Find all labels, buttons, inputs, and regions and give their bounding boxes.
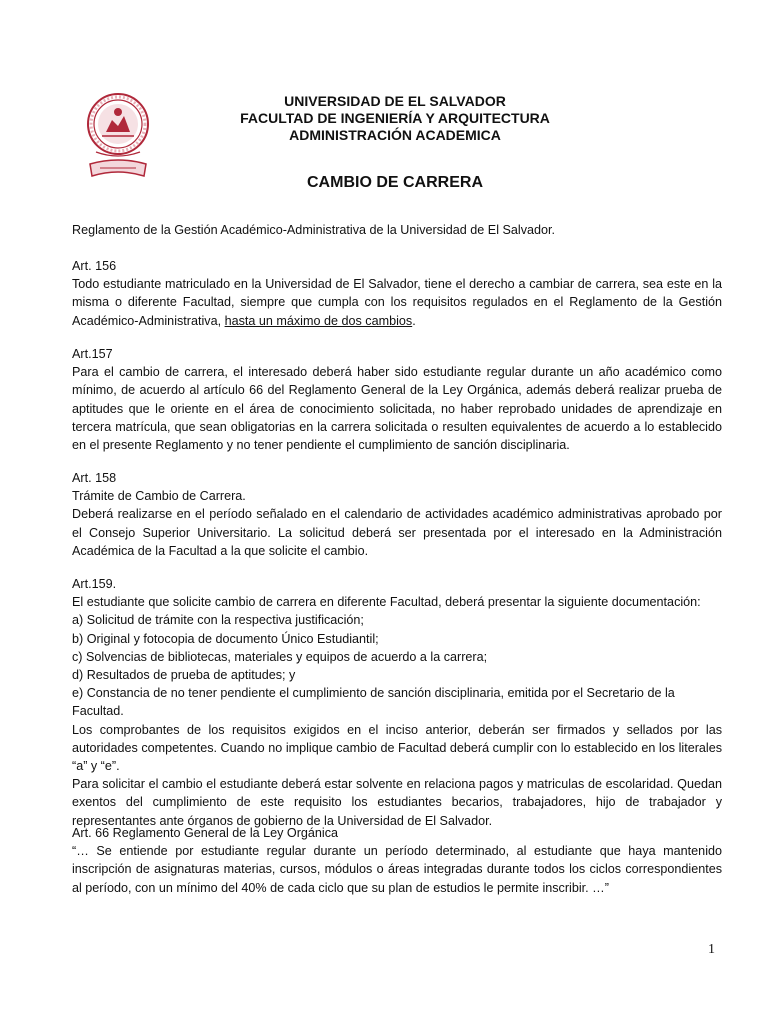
university-name: UNIVERSIDAD DE EL SALVADOR <box>284 93 506 109</box>
document-title: CAMBIO DE CARRERA <box>307 174 483 191</box>
art156-text: Todo estudiante matriculado en la Universidad de El Salvador, tiene el derecho a cambiar de carrera, sea este en la misma o diferente Facultad, siempre que cumpla con los requisitos regulados en el Reglamento de la Gestión Académico-Administrativa, <box>72 277 722 328</box>
art159-item-d: d) Resultados de prueba de aptitudes; y <box>72 668 296 683</box>
art158-heading: Art. 158 <box>72 471 117 485</box>
art159-heading: Art.159. <box>72 577 117 591</box>
intro-text: Reglamento de la Gestión Académico-Administrativa de la Universidad de El Salvador. <box>72 223 556 237</box>
art159-section <box>72 575 722 830</box>
art157-section <box>72 345 722 454</box>
art66-section <box>72 824 722 897</box>
art156-section <box>72 257 722 330</box>
art158-text: Deberá realizarse en el período señalado en el calendario de actividades académico administrativas aprobado por el Consejo Superior Universitario. La solicitud deberá ser presentada por el interesado en la Administración Académica de la Facultad a la que solicite el cambio. <box>72 507 722 558</box>
art156-heading: Art. 156 <box>72 259 117 273</box>
art159-item-e: e) Constancia de no tener pendiente el cumplimiento de sanción disciplinaria, emitida por el Secretario de la Facultad. <box>72 686 675 719</box>
art159-intro: El estudiante que solicite cambio de carrera en diferente Facultad, deberá presentar la siguiente documentación: <box>72 595 701 610</box>
intro-paragraph <box>72 221 722 239</box>
art157-text: Para el cambio de carrera, el interesado deberá haber sido estudiante regular durante un año académico como mínimo, de acuerdo al artículo 66 del Reglamento General de la Ley Orgánica, además deberá realizar prueba de aptitudes que le oriente en el área de conocimiento solicitada, no haber reprobado unidades de aprendizaje en tercera matrícula, que sean obligatorias en la carrera solicitada o resulten equivalentes de acuerdo a lo establecido en el presente Reglamento y no tener pendiente el cumplimiento de sanción disciplinaria. <box>72 365 722 453</box>
office-name: ADMINISTRACIÓN ACADEMICA <box>289 127 501 143</box>
art66-quote: “… Se entiende por estudiante regular durante un período determinado, al estudiante que haya mantenido inscripción de asignaturas materias, cursos, módulos o áreas integradas durante todos los ciclos correspondientes al período, con un mínimo del 40% de cada ciclo que su plan de estudios le permite inscribir. …” <box>72 844 722 895</box>
art158-section <box>72 469 722 560</box>
page-number: 1 <box>708 942 715 957</box>
art156-underlined-text: hasta un máximo de dos cambios <box>224 313 413 328</box>
art159-paragraph-2: Para solicitar el cambio el estudiante deberá estar solvente en relaciona pagos y matriculas de escolaridad. Quedan exentos del cumplimiento de este requisito los estudiantes becarios, trabajadores, hijo de trabajador y representantes ante órganos de gobierno de la Universidad de El Salvador. <box>72 777 722 828</box>
art156-end: . <box>412 313 416 328</box>
faculty-name: FACULTAD DE INGENIERÍA Y ARQUITECTURA <box>240 110 550 126</box>
art156-paragraph <box>72 275 722 330</box>
university-seal-logo <box>86 90 150 184</box>
art159-paragraph-1: Los comprobantes de los requisitos exigidos en el inciso anterior, deberán ser firmados y sellados por las autoridades competentes. Cuando no implique cambio de Facultad deberá cumplir con lo establecido en los literales “a” y “e”. <box>72 722 722 774</box>
art159-item-c: c) Solvencias de bibliotecas, materiales y equipos de acuerdo a la carrera; <box>72 649 488 664</box>
art159-item-b: b) Original y fotocopia de documento Único Estudiantil; <box>72 631 379 646</box>
art159-item-a: a) Solicitud de trámite con la respectiva justificación; <box>72 613 364 628</box>
art157-heading: Art.157 <box>72 347 113 361</box>
art66-heading: Art. 66 Reglamento General de la Ley Orgánica <box>72 826 339 840</box>
art158-subheading: Trámite de Cambio de Carrera. <box>72 489 246 504</box>
